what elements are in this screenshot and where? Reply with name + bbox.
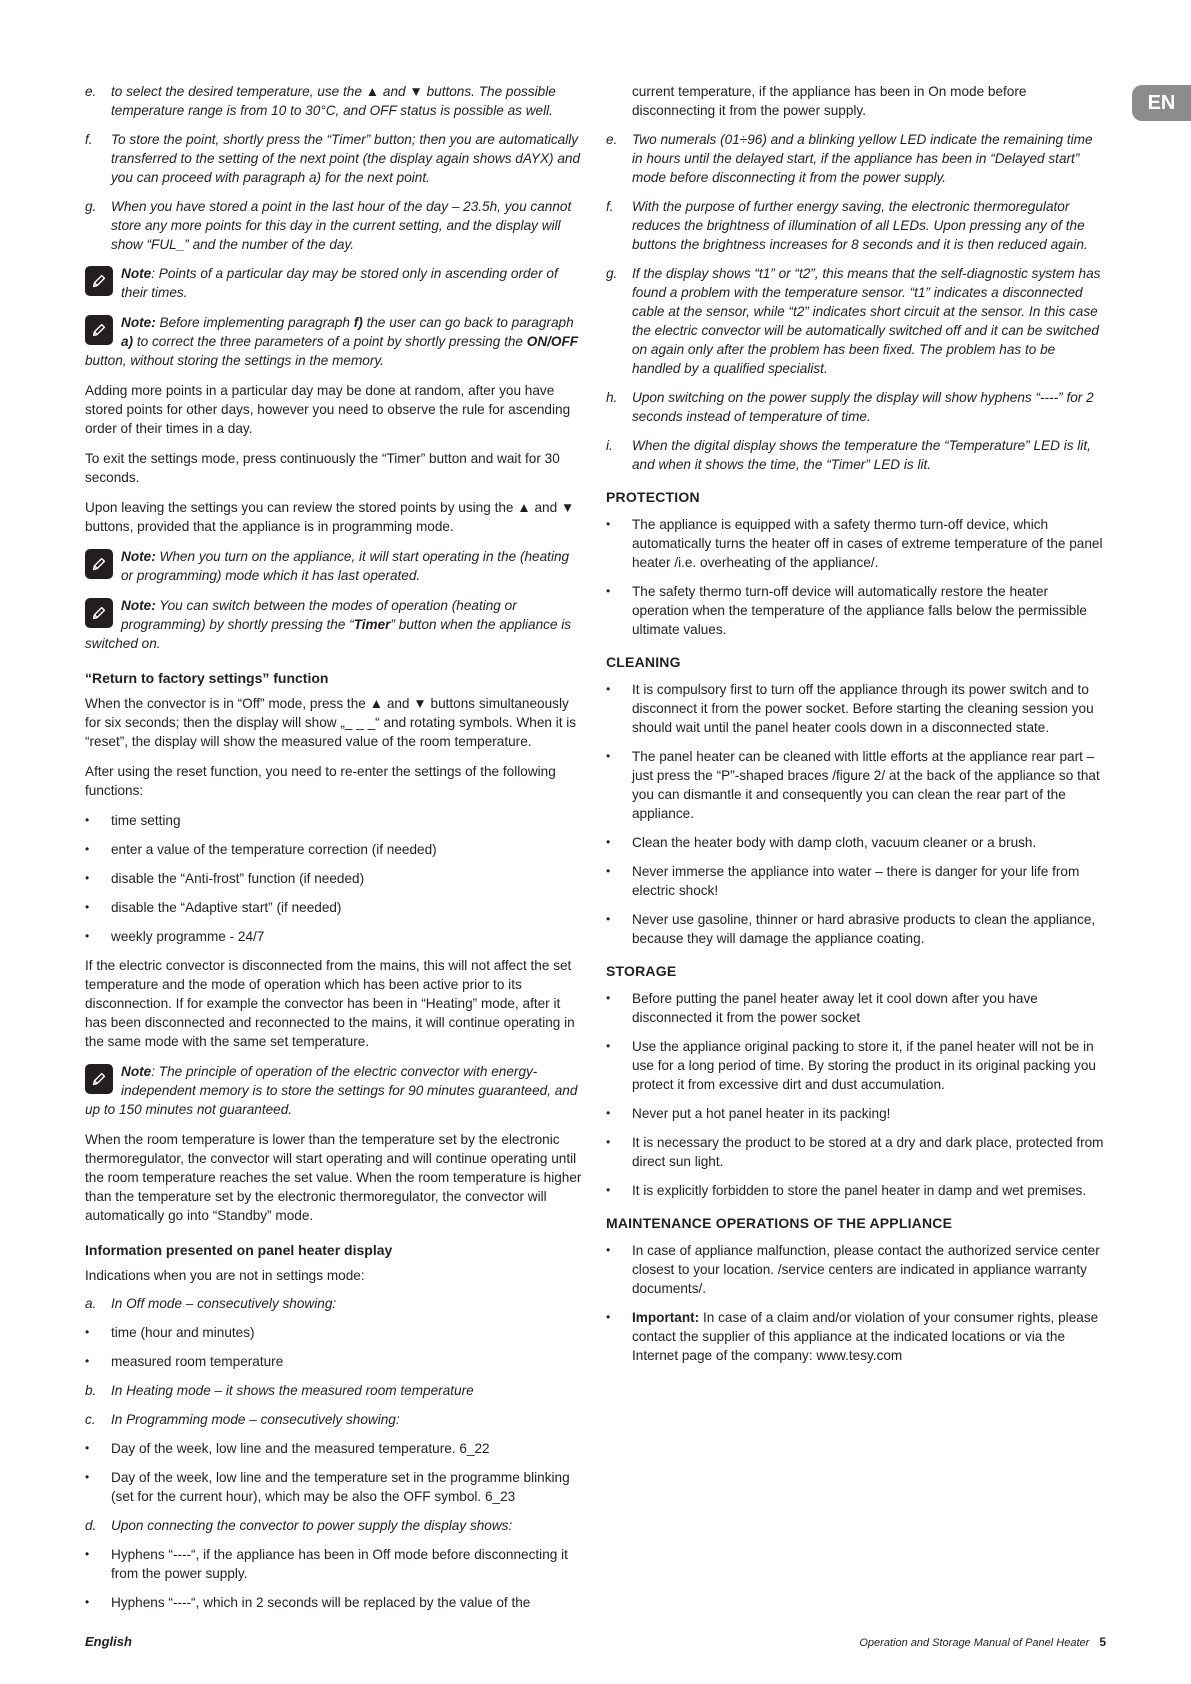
footer-language: English xyxy=(85,1634,132,1649)
list-item: h. Upon switching on the power supply the display will show hyphens “----” for 2 seconds instead of temperature of time. xyxy=(606,390,1094,424)
list-item: • time (hour and minutes) xyxy=(85,1325,255,1340)
list-item: • It is necessary the product to be stored at a dry and dark place, protected from direct sun light. xyxy=(606,1135,1104,1169)
note: Note: Points of a particular day may be stored only in ascending order of their times. xyxy=(85,264,583,302)
list-item: • measured room temperature xyxy=(85,1354,284,1369)
paragraph: Upon leaving the settings you can review the stored points by using the ▲ and ▼ buttons, provided that the appliance is in programming mode. xyxy=(85,500,575,534)
section-heading: PROTECTION xyxy=(606,489,700,505)
list-item: • time setting xyxy=(85,813,181,828)
left-column xyxy=(85,82,583,1622)
list-item: • It is compulsory first to turn off the appliance through its power switch and to disconnect it from the power socket. Before starting the cleaning session you should wait until the panel heater cools down in a disconnected state. xyxy=(606,682,1094,735)
list-item: • Hyphens “----“, if the appliance has been in Off mode before disconnecting it from the power supply. xyxy=(85,1547,568,1581)
note: Note: You can switch between the modes of operation (heating or programming) by shortly pressing the “Timer” button when the appliance is switched on. xyxy=(85,598,572,651)
section-heading: STORAGE xyxy=(606,963,677,979)
list-item: g. If the display shows “t1” or “t2”, this means that the self-diagnostic system has found a problem with the temperature sensor. “t1” indicates a disconnected cable at the sensor, while “t2” indicates short circuit at the sensor. In this case the electric convector will be automatically switched off and it can be switched on again only after the problem has been fixed. The problem has to be handled by a qualified specialist. xyxy=(606,266,1101,376)
pencil-icon xyxy=(85,266,113,296)
list-item: e. Two numerals (01÷96) and a blinking yellow LED indicate the remaining time in hours until the delayed start, if the appliance has been in “Delayed start” mode before disconnecting it from the power supply. xyxy=(606,132,1093,185)
list-item: e. to select the desired temperature, use the ▲ and ▼ buttons. The possible temperature range is from 10 to 30°C, and OFF status is possible as well. xyxy=(85,84,556,118)
list-item: • disable the “Adaptive start” (if needed) xyxy=(85,900,342,915)
list-item: g. When you have stored a point in the last hour of the day – 23.5h, you cannot store any more points for this day in the current setting, and the display will show “FUL_” and the number of the day. xyxy=(85,199,572,252)
footer-title: Operation and Storage Manual of Panel Heater 5 xyxy=(859,1635,1106,1649)
paragraph: When the room temperature is lower than the temperature set by the electronic thermoregulator, the convector will start operating and will continue operating until the room temperature reaches the set value. When the room temperature is higher than the temperature set by the electronic thermoregulator, the convector will automatically go into “Standby” mode. xyxy=(85,1132,582,1223)
list-item: f. With the purpose of further energy saving, the electronic thermoregulator reduces the brightness of illumination of all LEDs. Upon pressing any of the buttons the brightness increases for 8 seconds and it is then reduced again. xyxy=(606,199,1088,252)
list-item: i. When the digital display shows the temperature the “Temperature” LED is lit, and when it shows the time, the “Timer” LED is lit. xyxy=(606,438,1091,472)
paragraph: To exit the settings mode, press continuously the “Timer” button and wait for 30 seconds. xyxy=(85,451,560,485)
pencil-icon xyxy=(85,315,113,345)
list-item: • The panel heater can be cleaned with little efforts at the appliance rear part – just press the “P”-shaped braces /figure 2/ at the back of the appliance so that you can dismantle it and consequently you can clean the rear part of the appliance. xyxy=(606,749,1100,821)
note: Note: The principle of operation of the electric convector with energy-independent memory is to store the settings for 90 minutes guaranteed, and up to 150 minutes not guaranteed. xyxy=(85,1064,578,1117)
list-item: • Day of the week, low line and the temperature set in the programme blinking (set for the current hour), which may be also the OFF symbol. 6_23 xyxy=(85,1470,570,1504)
list-item: • Never immerse the appliance into water – there is danger for your life from electric shock! xyxy=(606,864,1080,898)
paragraph: Indications when you are not in settings mode: xyxy=(85,1268,365,1283)
list-item: f. To store the point, shortly press the “Timer” button; then you are automatically transferred to the setting of the next point (the display again shows dAYX) and you can proceed with paragraph a) for the next point. xyxy=(85,132,581,185)
list-item: a. In Off mode – consecutively showing: xyxy=(85,1296,337,1311)
section-heading: CLEANING xyxy=(606,654,681,670)
list-item: • It is explicitly forbidden to store the panel heater in damp and wet premises. xyxy=(606,1183,1087,1198)
list-item: • Important: In case of a claim and/or violation of your consumer rights, please contact the supplier of this appliance at the indicated locations or via the Internet page of the company: www.tesy.com xyxy=(606,1310,1099,1363)
list-item: d. Upon connecting the convector to power supply the display shows: xyxy=(85,1518,513,1533)
list-item: current temperature, if the appliance has been in On mode before disconnecting it from the power supply. xyxy=(632,84,1027,118)
language-tab: EN xyxy=(1132,85,1191,121)
list-item: • Day of the week, low line and the measured temperature. 6_22 xyxy=(85,1441,490,1456)
paragraph: After using the reset function, you need to re-enter the settings of the following functions: xyxy=(85,764,556,798)
paragraph: When the convector is in “Off” mode, press the ▲ and ▼ buttons simultaneously for six seconds; then the display will show „_ _ _“ and rotating symbols. When it is “reset”, the display will show the measured value of the room temperature. xyxy=(85,696,577,749)
list-item: • The safety thermo turn-off device will automatically restore the heater operation when the temperature of the appliance falls below the permissible ultimate values. xyxy=(606,584,1087,637)
list-item: • Clean the heater body with damp cloth, vacuum cleaner or a brush. xyxy=(606,835,1037,850)
list-item: • The appliance is equipped with a safety thermo turn-off device, which automatically turns the heater off in cases of extreme temperature of the panel heater /i.e. overheating of the appliance/. xyxy=(606,517,1103,570)
list-item: • Never use gasoline, thinner or hard abrasive products to clean the appliance, because they will damage the appliance coating. xyxy=(606,912,1096,946)
list-item: b. In Heating mode – it shows the measured room temperature xyxy=(85,1383,474,1398)
paragraph: If the electric convector is disconnected from the mains, this will not affect the set temperature and the mode of operation which has been active prior to its disconnection. If for example the convector has been in “Heating” mode, after it has been disconnected and reconnected to the mains, it will continue operating in the same mode with the same set temperature. xyxy=(85,958,575,1049)
list-item: • Use the appliance original packing to store it, if the panel heater will not be in use for a long period of time. By storing the product in its original packing you protect it from excessive dirt and dust accumulation. xyxy=(606,1039,1096,1092)
pencil-icon xyxy=(85,1064,113,1094)
section-heading: Information presented on panel heater display xyxy=(85,1242,393,1258)
list-item: • disable the “Anti-frost” function (if needed) xyxy=(85,871,365,886)
list-item: • Never put a hot panel heater in its packing! xyxy=(606,1106,891,1121)
note: Note: When you turn on the appliance, it will start operating in the (heating or programming) mode which it has last operated. xyxy=(85,547,583,585)
list-item: c. In Programming mode – consecutively showing: xyxy=(85,1412,400,1427)
section-heading: MAINTENANCE OPERATIONS OF THE APPLIANCE xyxy=(606,1215,953,1231)
list-item: • weekly programme - 24/7 xyxy=(85,929,265,944)
paragraph: Adding more points in a particular day may be done at random, after you have stored points for other days, however you need to observe the rule for ascending order of their times in a day. xyxy=(85,383,571,436)
page-number: 5 xyxy=(1099,1635,1106,1649)
note: Note: Before implementing paragraph f) the user can go back to paragraph a) to correct the three parameters of a point by shortly pressing the ON/OFF button, without storing the settings in the memory. xyxy=(85,315,579,368)
list-item: • In case of appliance malfunction, please contact the authorized service center closest to your location. /service centers are indicated in appliance warranty documents/. xyxy=(606,1243,1100,1296)
list-item: • enter a value of the temperature correction (if needed) xyxy=(85,842,437,857)
pencil-icon xyxy=(85,549,113,579)
list-item: • Hyphens “----“, which in 2 seconds will be replaced by the value of the xyxy=(85,1595,531,1610)
list-item: • Before putting the panel heater away let it cool down after you have disconnected it from the power socket xyxy=(606,991,1038,1025)
section-heading: “Return to factory settings” function xyxy=(85,670,329,686)
right-column xyxy=(606,82,1106,1375)
pencil-icon xyxy=(85,598,113,628)
